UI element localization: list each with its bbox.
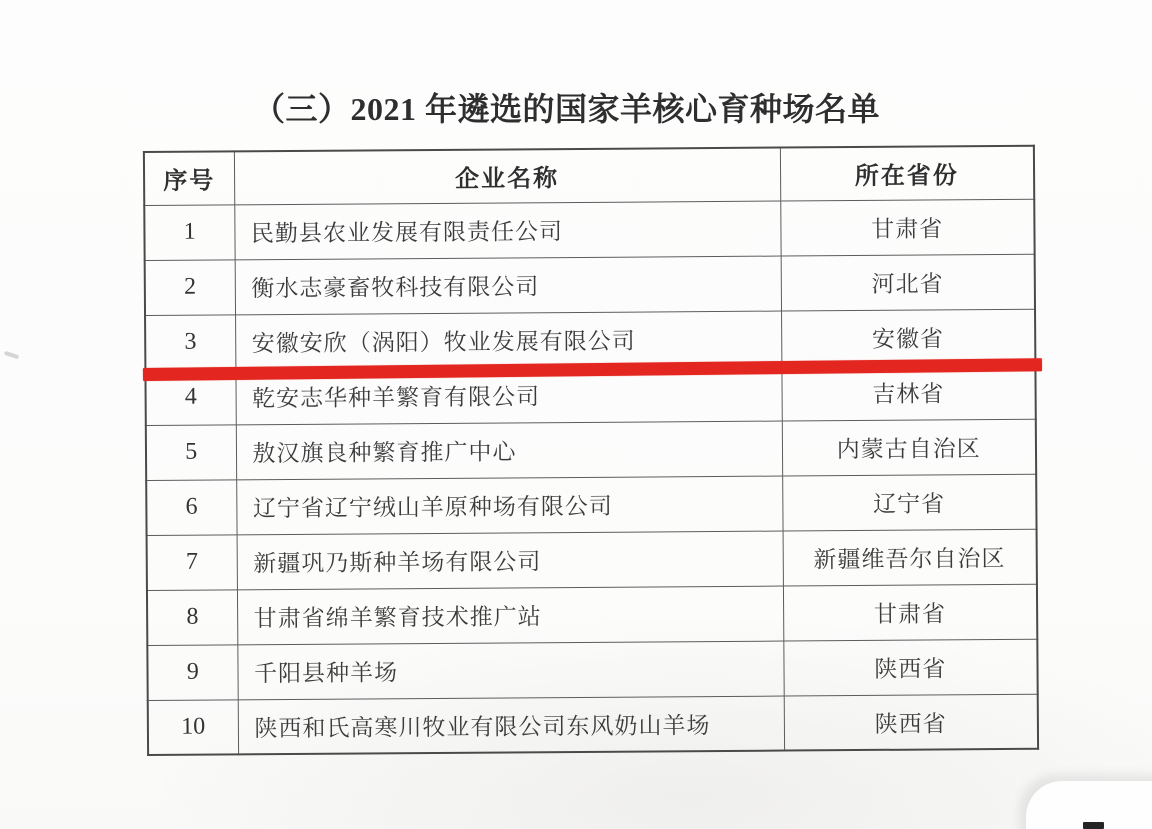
province-cell: 安徽省 — [781, 309, 1035, 366]
table-wrapper — [143, 145, 1039, 756]
row-number-cell: 7 — [147, 534, 237, 590]
table-row — [144, 199, 1034, 260]
row-number-cell: 5 — [146, 424, 236, 480]
row-number-cell: 10 — [148, 699, 238, 755]
table-row — [146, 419, 1036, 480]
company-name-cell: 千阳县种羊场 — [237, 641, 783, 700]
company-name-cell: 安徽安欣（涡阳）牧业发展有限公司 — [235, 311, 781, 370]
table-row — [147, 584, 1037, 645]
company-name-cell: 甘肃省绵羊繁育技术推广站 — [237, 586, 783, 645]
company-name-cell: 新疆巩乃斯种羊场有限公司 — [237, 531, 783, 590]
company-name-cell: 民勤县农业发展有限责任公司 — [234, 201, 780, 260]
company-name-cell: 乾安志华种羊繁育有限公司 — [235, 366, 781, 425]
header-row-number: 序号 — [144, 151, 234, 205]
province-cell: 辽宁省 — [782, 474, 1036, 531]
province-cell: 陕西省 — [784, 694, 1038, 751]
header-province: 所在省份 — [780, 146, 1034, 201]
company-name-cell: 衡水志豪畜牧科技有限公司 — [235, 256, 781, 315]
province-cell: 新疆维吾尔自治区 — [783, 529, 1037, 586]
table-row — [145, 254, 1035, 315]
table-row — [147, 529, 1037, 590]
province-cell: 甘肃省 — [780, 199, 1034, 256]
row-number-cell: 9 — [147, 644, 237, 700]
province-cell: 吉林省 — [781, 364, 1035, 421]
table-row — [147, 639, 1037, 700]
row-number-cell: 6 — [146, 479, 236, 535]
province-cell: 河北省 — [781, 254, 1035, 311]
row-number-cell: 3 — [145, 314, 235, 370]
province-cell: 内蒙古自治区 — [782, 419, 1036, 476]
table-row — [148, 694, 1038, 755]
company-name-cell: 敖汉旗良种繁育推广中心 — [236, 421, 782, 480]
province-cell: 甘肃省 — [783, 584, 1037, 641]
company-name-cell: 辽宁省辽宁绒山羊原种场有限公司 — [236, 476, 782, 535]
row-number-cell: 1 — [144, 204, 234, 260]
province-cell: 陕西省 — [783, 639, 1037, 696]
row-number-cell: 4 — [145, 369, 235, 425]
company-name-cell: 陕西和氏高寒川牧业有限公司东风奶山羊场 — [238, 696, 784, 755]
row-number-cell: 8 — [147, 589, 237, 645]
row-number-cell: 2 — [145, 259, 235, 315]
table-row — [146, 474, 1036, 535]
cropped-footer-mark — [1083, 822, 1104, 829]
page-title: （三）2021 年遴选的国家羊核心育种场名单 — [253, 91, 881, 127]
header-company-name: 企业名称 — [234, 148, 780, 205]
table-header-row — [144, 146, 1034, 205]
breeding-farm-table — [143, 145, 1039, 756]
scan-artifact — [4, 351, 20, 359]
